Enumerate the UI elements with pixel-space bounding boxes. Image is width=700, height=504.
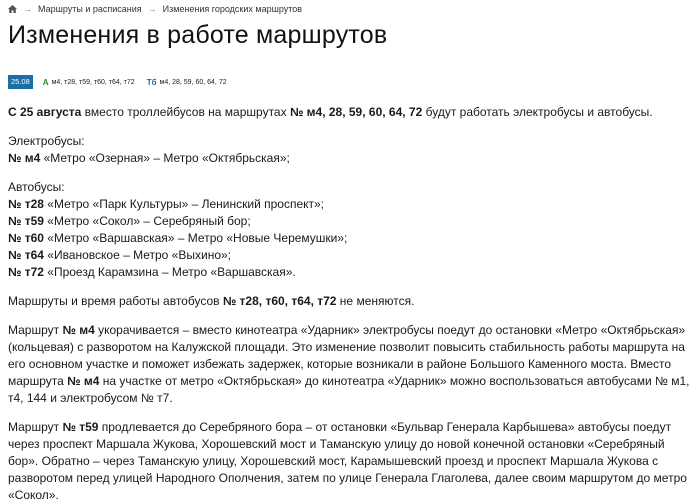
route-number: № т64 (8, 248, 44, 262)
route-line (8, 230, 696, 247)
t59-text-body: продлевается до Серебряного бора – от остановки «Бульвар Генерала Карбышева» автобусы поедут через проспект Маршала Жукова, Хорошевский мост и Таманскую улицу до новой конечной остановки «Серебряный бор». Обратно – через Таманскую улицу, Хорошевский мост, Карамышевский проезд и проспект Маршала Жукова с разворотом перед улицей Народного Ополчения, затем по улице Генерала Глаголева, далее своим маршрутом до метро «Сокол». (8, 420, 687, 502)
route-number: № м4 (8, 151, 41, 165)
intro-routes: № м4, 28, 59, 60, 64, 72 (289, 105, 423, 119)
m4-text-end: на участке от метро «Октябрьская» до кинотеатра «Ударник» можно воспользоваться автобусами № м1, т4, 144 и электробусом № т7. (8, 374, 690, 405)
electrobuses-heading: Электробусы: (8, 134, 85, 148)
page-title: Изменения в работе маршрутов (8, 21, 388, 49)
intro-text-end: будут работать электробусы и автобусы. (422, 105, 653, 119)
route-description: «Метро «Варшавская» – Метро «Новые Черемушки»; (43, 231, 348, 245)
route-line (8, 264, 696, 281)
article-content (8, 104, 700, 504)
route-description: «Ивановское – Метро «Выхино»; (43, 248, 231, 262)
arrow-right-icon: → (23, 4, 32, 14)
t59-text: Маршрут (8, 420, 63, 434)
m4-paragraph (8, 322, 696, 407)
route-number: № т60 (8, 231, 44, 245)
route-line (8, 213, 696, 230)
m4-route-number: № м4 (67, 374, 100, 388)
route-line (8, 247, 696, 264)
breadcrumb-item-routes[interactable]: Маршруты и расписания (38, 4, 142, 14)
unchanged-text-end: не меняются. (336, 294, 415, 308)
m4-text: Маршрут (8, 323, 63, 337)
route-number: № т28 (8, 197, 44, 211)
buses-heading: Автобусы: (8, 180, 65, 194)
meta-row (8, 75, 700, 89)
bus-icon: А (42, 77, 49, 87)
trolleybus-routes-list: м4, 28, 59, 60, 64, 72 (159, 78, 227, 86)
arrow-right-icon: → (147, 4, 157, 14)
t59-paragraph (8, 419, 696, 504)
route-description: «Метро «Озерная» – Метро «Октябрьская»; (40, 151, 290, 165)
unchanged-paragraph (8, 293, 696, 310)
route-description: «Проезд Карамзина – Метро «Варшавская». (43, 265, 296, 279)
intro-paragraph (8, 104, 696, 121)
m4-route-number: № м4 (62, 323, 95, 337)
t59-route-number: № т59 (62, 420, 99, 434)
bus-routes-list: м4, т28, т59, т60, т64, т72 (51, 78, 135, 86)
route-number: № т72 (8, 265, 44, 279)
trolleybus-icon: Тб (146, 77, 157, 87)
home-icon[interactable] (8, 5, 17, 13)
route-line (8, 196, 696, 213)
breadcrumb-item-changes[interactable]: Изменения городских маршрутов (162, 4, 303, 14)
buses-block (8, 179, 696, 281)
route-description: «Метро «Парк Культуры» – Ленинский проспект»; (43, 197, 325, 211)
route-number: № т59 (8, 214, 44, 228)
unchanged-routes: № т28, т60, т64, т72 (222, 294, 337, 308)
unchanged-text: Маршруты и время работы автобусов (8, 294, 223, 308)
electrobuses-block (8, 133, 696, 167)
route-description: «Метро «Сокол» – Серебряный бор; (43, 214, 251, 228)
intro-date: С 25 августа (8, 105, 82, 119)
date-badge: 25.08 (8, 75, 33, 89)
route-line (8, 150, 696, 167)
m4-text-body: укорачивается – вместо кинотеатра «Ударник» электробусы поедут до остановки «Метро «Октябрьская» (кольцевая) с разворотом на Калужской площади. Это изменение позволит повысить стабильность работы маршрута на его основном участке и поможет избежать задержек, которые возникали в районе Большого Каменного моста. Вместо маршрута (8, 323, 686, 388)
bus-routes-tag (43, 78, 135, 87)
trolleybus-routes-tag (147, 78, 227, 87)
breadcrumb (8, 0, 700, 18)
intro-text: вместо троллейбусов на маршрутах (81, 105, 290, 119)
